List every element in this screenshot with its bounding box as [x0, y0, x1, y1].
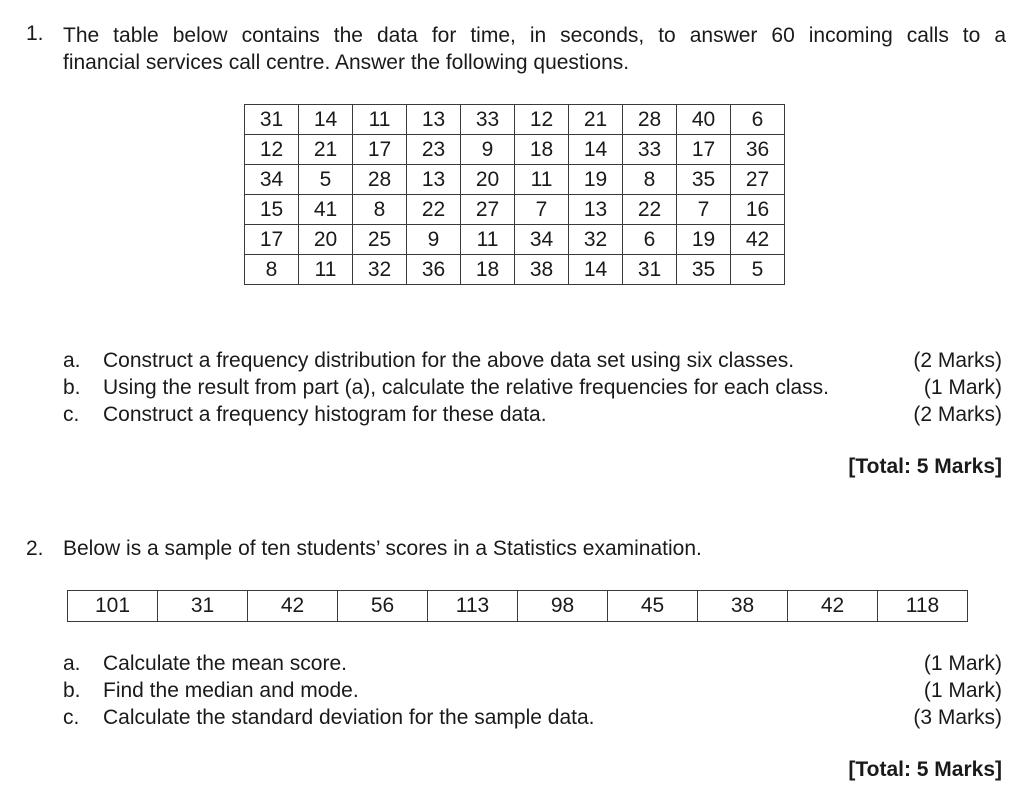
- table-cell: 41: [299, 195, 353, 225]
- table-cell: 5: [731, 255, 785, 285]
- question-1-part-c: [63, 401, 1002, 428]
- table-cell: 8: [623, 165, 677, 195]
- table-cell: 32: [569, 225, 623, 255]
- part-marks: (1 Mark): [923, 678, 1002, 702]
- table-cell: 35: [677, 165, 731, 195]
- part-marks: (2 Marks): [913, 348, 1002, 372]
- table-cell: 22: [407, 195, 461, 225]
- score-cell: 56: [338, 591, 428, 622]
- question-1-text: [63, 22, 1006, 76]
- table-cell: 17: [677, 135, 731, 165]
- table-cell: 33: [623, 135, 677, 165]
- part-letter: b.: [63, 375, 81, 399]
- table-cell: 20: [299, 225, 353, 255]
- table-cell: 6: [731, 105, 785, 135]
- score-cell: 113: [428, 591, 518, 622]
- score-cell: 118: [878, 591, 968, 622]
- call-times-table: [244, 104, 785, 285]
- table-cell: 36: [407, 255, 461, 285]
- table-cell: 18: [461, 255, 515, 285]
- part-text: Construct a frequency distribution for the above data set using six classes.: [103, 348, 795, 372]
- part-letter: c.: [63, 402, 80, 426]
- table-cell: 13: [569, 195, 623, 225]
- table-cell: 27: [461, 195, 515, 225]
- table-cell: 12: [515, 105, 569, 135]
- question-2-number: 2.: [26, 537, 44, 560]
- score-cell: 98: [518, 591, 608, 622]
- table-cell: 13: [407, 105, 461, 135]
- score-cell: 31: [158, 591, 248, 622]
- table-cell: 36: [731, 135, 785, 165]
- part-marks: (1 Mark): [923, 375, 1002, 399]
- table-row: [245, 195, 785, 225]
- table-cell: 11: [461, 225, 515, 255]
- table-cell: 16: [731, 195, 785, 225]
- table-cell: 34: [515, 225, 569, 255]
- table-cell: 25: [353, 225, 407, 255]
- question-2-parts: [63, 650, 1002, 731]
- question-1-text-line1: The table below contains the data for time, in seconds, to answer 60 incoming calls to a: [63, 24, 1006, 47]
- part-marks: (1 Mark): [923, 651, 1002, 675]
- table-cell: 12: [245, 135, 299, 165]
- part-letter: c.: [63, 705, 80, 729]
- table-cell: 31: [623, 255, 677, 285]
- table-cell: 38: [515, 255, 569, 285]
- table-cell: 9: [461, 135, 515, 165]
- table-cell: 31: [245, 105, 299, 135]
- question-1-number: 1.: [26, 22, 44, 45]
- score-cell: 45: [608, 591, 698, 622]
- table-cell: 35: [677, 255, 731, 285]
- table-cell: 9: [407, 225, 461, 255]
- table-cell: 6: [623, 225, 677, 255]
- table-cell: 40: [677, 105, 731, 135]
- score-cell: 42: [788, 591, 878, 622]
- table-cell: 28: [353, 165, 407, 195]
- table-cell: 19: [677, 225, 731, 255]
- table-cell: 7: [515, 195, 569, 225]
- part-text: Construct a frequency histogram for these data.: [103, 402, 547, 426]
- table-cell: 8: [353, 195, 407, 225]
- question-2-part-c: [63, 704, 1002, 731]
- part-letter: b.: [63, 678, 81, 702]
- table-cell: 8: [245, 255, 299, 285]
- table-cell: 42: [731, 225, 785, 255]
- part-text: Find the median and mode.: [103, 678, 359, 702]
- table-cell: 27: [731, 165, 785, 195]
- part-marks: (3 Marks): [913, 705, 1002, 729]
- table-row: [245, 165, 785, 195]
- table-row: [245, 255, 785, 285]
- question-2-part-a: [63, 650, 1002, 677]
- table-cell: 19: [569, 165, 623, 195]
- part-marks: (2 Marks): [913, 402, 1002, 426]
- table-cell: 28: [623, 105, 677, 135]
- student-scores-table: [67, 590, 968, 622]
- score-cell: 42: [248, 591, 338, 622]
- question-1-text-line2: financial services call centre. Answer the following questions.: [63, 51, 630, 74]
- table-cell: 23: [407, 135, 461, 165]
- table-cell: 18: [515, 135, 569, 165]
- table-cell: 22: [623, 195, 677, 225]
- score-cell: 38: [698, 591, 788, 622]
- table-cell: 14: [299, 105, 353, 135]
- table-row: [245, 105, 785, 135]
- part-letter: a.: [63, 651, 81, 675]
- question-1-part-b: [63, 374, 1002, 401]
- part-text: Calculate the mean score.: [103, 651, 347, 675]
- part-letter: a.: [63, 348, 81, 372]
- table-cell: 11: [353, 105, 407, 135]
- score-cell: 101: [68, 591, 158, 622]
- question-1-total: [Total: 5 Marks]: [848, 455, 1002, 478]
- table-cell: 33: [461, 105, 515, 135]
- table-cell: 14: [569, 135, 623, 165]
- table-cell: 21: [299, 135, 353, 165]
- table-cell: 17: [245, 225, 299, 255]
- table-cell: 14: [569, 255, 623, 285]
- table-cell: 34: [245, 165, 299, 195]
- table-row: [245, 135, 785, 165]
- table-cell: 21: [569, 105, 623, 135]
- question-2-total: [Total: 5 Marks]: [848, 758, 1002, 781]
- part-text: Calculate the standard deviation for the sample data.: [103, 705, 595, 729]
- table-cell: 32: [353, 255, 407, 285]
- table-cell: 17: [353, 135, 407, 165]
- table-cell: 11: [515, 165, 569, 195]
- table-cell: 15: [245, 195, 299, 225]
- part-text: Using the result from part (a), calculate the relative frequencies for each class.: [103, 375, 829, 399]
- table-cell: 5: [299, 165, 353, 195]
- table-row: [245, 225, 785, 255]
- table-cell: 20: [461, 165, 515, 195]
- table-cell: 11: [299, 255, 353, 285]
- table-cell: 13: [407, 165, 461, 195]
- question-2-text: Below is a sample of ten students’ scores in a Statistics examination.: [63, 537, 702, 560]
- question-1-part-a: [63, 347, 1002, 374]
- table-row: [68, 591, 968, 622]
- question-1-parts: [63, 347, 1002, 428]
- table-cell: 7: [677, 195, 731, 225]
- question-2-part-b: [63, 677, 1002, 704]
